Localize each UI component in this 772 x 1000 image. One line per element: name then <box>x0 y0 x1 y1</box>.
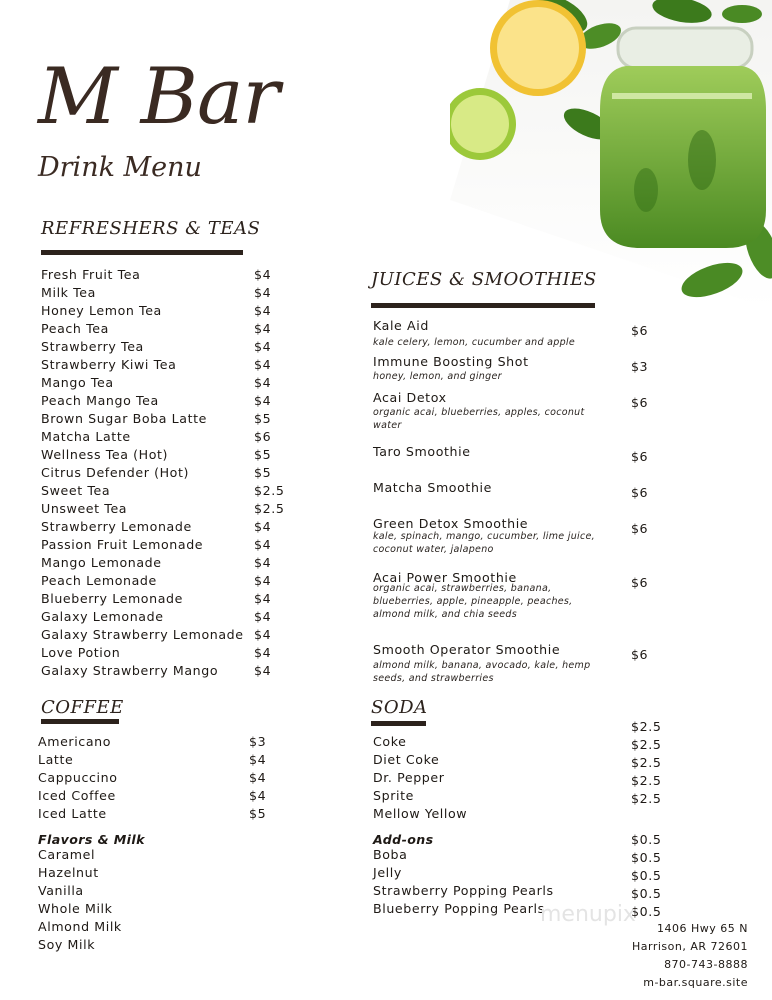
list-item: Blueberry Popping Pearls <box>373 901 545 916</box>
juice-desc: organic acai, blueberries, apples, coconut water <box>373 407 585 431</box>
juices-rule <box>371 303 595 308</box>
list-item: Dr. Pepper <box>373 770 445 785</box>
menu-item: Galaxy Lemonade $4 <box>41 609 272 624</box>
juices-heading: JUICES & SMOOTHIES <box>371 269 597 290</box>
list-item: Soy Milk <box>38 937 96 952</box>
price: $2.5 <box>631 755 662 770</box>
menu-item: Milk Tea $4 <box>41 285 272 300</box>
juice-name: Kale Aid <box>373 318 429 333</box>
address-street: 1406 Hwy 65 N <box>657 922 748 935</box>
list-item: Mellow Yellow <box>373 806 468 821</box>
juice-desc: honey, lemon, and ginger <box>373 371 502 382</box>
address-block <box>632 920 748 992</box>
juice-name: Immune Boosting Shot <box>373 354 529 369</box>
juice-name: Matcha Smoothie <box>373 480 492 495</box>
price: $2.5 <box>631 773 662 788</box>
juice-price: $3 <box>631 359 649 374</box>
addons-prices <box>631 831 691 921</box>
soda-rule <box>371 721 426 726</box>
menu-item: Peach Mango Tea $4 <box>41 393 272 408</box>
page-subtitle: Drink Menu <box>38 152 202 183</box>
list-item: Boba <box>373 847 408 862</box>
menu-item: Strawberry Tea $4 <box>41 339 272 354</box>
refreshers-heading: REFRESHERS & TEAS <box>41 218 261 239</box>
juice-price: $6 <box>631 575 649 590</box>
price: $2.5 <box>631 719 662 734</box>
menu-item: Peach Tea $4 <box>41 321 272 336</box>
coffee-rule <box>41 719 119 724</box>
list-item: Almond Milk <box>38 919 122 934</box>
flavors-heading: Flavors & Milk <box>38 832 145 847</box>
juice-desc: kale celery, lemon, cucumber and apple <box>373 337 576 348</box>
price: $0.5 <box>631 886 662 901</box>
menu-item: Unsweet Tea $2.5 <box>41 501 285 516</box>
list-item: Jelly <box>373 865 402 880</box>
list-item: Strawberry Popping Pearls <box>373 883 554 898</box>
juice-price: $6 <box>631 647 649 662</box>
address-phone: 870-743-8888 <box>664 958 748 971</box>
juice-desc: organic acai, strawberries, banana, blueberries, apple, pineapple, peaches, almond milk, and chia seeds <box>373 583 573 620</box>
menu-item: Peach Lemonade $4 <box>41 573 272 588</box>
juice-name: Taro Smoothie <box>373 444 471 459</box>
menu-item: Iced Latte $5 <box>38 806 267 821</box>
menu-item: Honey Lemon Tea $4 <box>41 303 272 318</box>
price: $2.5 <box>631 737 662 752</box>
refreshers-rule <box>41 250 243 255</box>
juice-price: $6 <box>631 485 649 500</box>
smoothie-photo <box>450 0 772 310</box>
soda-list <box>373 733 573 823</box>
juice-desc: almond milk, banana, avocado, kale, hemp seeds, and strawberries <box>373 660 591 684</box>
price: $0.5 <box>631 904 662 919</box>
page-title: M Bar <box>38 52 279 142</box>
address-city: Harrison, AR 72601 <box>631 940 748 953</box>
juice-price: $6 <box>631 323 649 338</box>
menu-item: Sweet Tea $2.5 <box>41 483 285 498</box>
menu-item: Galaxy Strawberry Mango $4 <box>41 663 272 678</box>
list-item: Sprite <box>373 788 414 803</box>
menu-item: Fresh Fruit Tea $4 <box>41 267 272 282</box>
juice-desc: kale, spinach, mango, cucumber, lime juice, coconut water, jalapeno <box>373 531 595 555</box>
menu-item: Americano $3 <box>38 734 267 749</box>
menu-item: Iced Coffee $4 <box>38 788 267 803</box>
juice-name: Smooth Operator Smoothie <box>373 642 561 657</box>
list-item: Coke <box>373 734 407 749</box>
juice-price: $6 <box>631 521 649 536</box>
juice-name: Acai Power Smoothie <box>373 570 517 585</box>
flavors-list <box>38 846 238 954</box>
coffee-list <box>38 733 278 823</box>
menu-item: Citrus Defender (Hot) $5 <box>41 465 272 480</box>
price: $0.5 <box>631 832 662 847</box>
juice-price: $6 <box>631 395 649 410</box>
coffee-heading: COFFEE <box>41 697 124 718</box>
price: $0.5 <box>631 868 662 883</box>
menu-item: Mango Tea $4 <box>41 375 272 390</box>
menu-item: Passion Fruit Lemonade $4 <box>41 537 272 552</box>
menu-item: Strawberry Lemonade $4 <box>41 519 272 534</box>
soda-prices <box>631 718 691 808</box>
watermark: menupix <box>540 902 636 927</box>
list-item: Hazelnut <box>38 865 99 880</box>
menu-item: Love Potion $4 <box>41 645 272 660</box>
menu-item: Mango Lemonade $4 <box>41 555 272 570</box>
menu-item: Latte $4 <box>38 752 267 767</box>
list-item: Caramel <box>38 847 96 862</box>
refreshers-list <box>41 266 285 680</box>
price: $0.5 <box>631 850 662 865</box>
juice-name: Green Detox Smoothie <box>373 516 529 531</box>
menu-item: Wellness Tea (Hot) $5 <box>41 447 272 462</box>
list-item: Whole Milk <box>38 901 113 916</box>
list-item: Vanilla <box>38 883 84 898</box>
soda-heading: SODA <box>371 697 428 718</box>
juice-name: Acai Detox <box>373 390 447 405</box>
address-website: m-bar.square.site <box>643 976 748 989</box>
list-item: Diet Coke <box>373 752 440 767</box>
menu-item: Blueberry Lemonade $4 <box>41 591 272 606</box>
menu-item: Galaxy Strawberry Lemonade $4 <box>41 627 272 642</box>
menu-item: Matcha Latte $6 <box>41 429 272 444</box>
addons-heading: Add-ons <box>373 832 434 847</box>
menu-item: Strawberry Kiwi Tea $4 <box>41 357 272 372</box>
menu-item: Brown Sugar Boba Latte $5 <box>41 411 272 426</box>
price: $2.5 <box>631 791 662 806</box>
menu-item: Cappuccino $4 <box>38 770 267 785</box>
juice-price: $6 <box>631 449 649 464</box>
